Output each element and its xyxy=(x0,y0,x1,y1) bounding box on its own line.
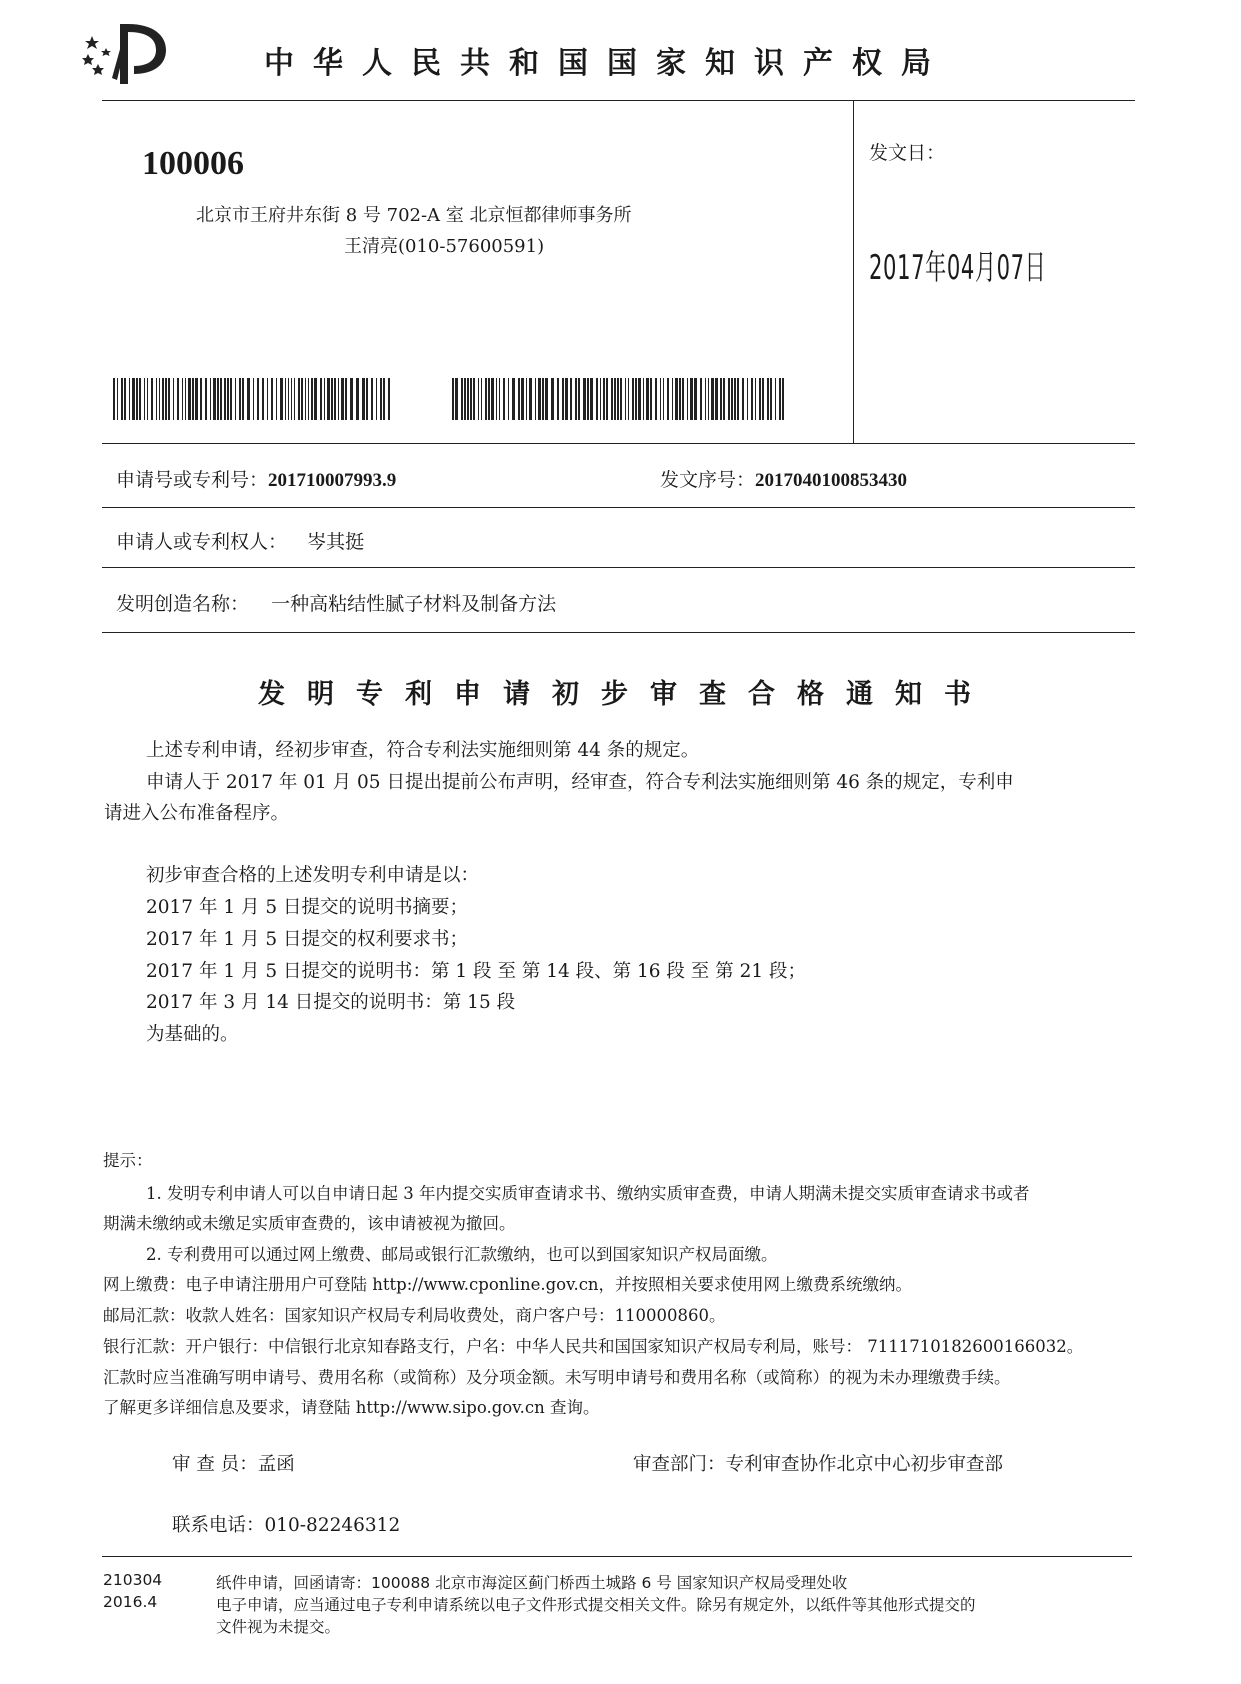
barcode-bar xyxy=(113,378,115,420)
barcode-bar xyxy=(177,378,179,420)
barcode-bar xyxy=(388,378,390,420)
barcode-bar xyxy=(291,378,293,420)
barcode-bar xyxy=(327,378,330,420)
barcode-bar xyxy=(320,378,322,420)
barcode-bar xyxy=(562,378,564,420)
barcode-bar xyxy=(173,378,175,420)
barcode-bar xyxy=(611,378,613,420)
barcode-bar xyxy=(705,378,707,420)
barcode-bar xyxy=(356,378,359,420)
barcode-bar xyxy=(383,378,385,420)
barcode-bar xyxy=(679,378,681,420)
barcode-bar xyxy=(380,378,382,420)
application-number-label: 申请号或专利号： xyxy=(116,469,269,491)
field-rule-2 xyxy=(102,567,1135,568)
recipient-address: 北京市王府井东街 8 号 702-A 室 北京恒都律师事务所 xyxy=(196,205,632,226)
document-serial-value: 2017040100853430 xyxy=(755,470,908,491)
barcode-bar xyxy=(210,378,212,420)
barcode-bar xyxy=(147,378,149,420)
barcode-bar xyxy=(461,378,463,420)
barcode-bar xyxy=(625,378,627,420)
invention-value: 一种高粘结性腻子材料及制备方法 xyxy=(271,593,557,615)
barcode-bar xyxy=(690,378,693,420)
barcode-bar xyxy=(185,378,187,420)
barcode-bar xyxy=(345,378,347,420)
barcode-bar xyxy=(488,378,490,420)
notice-title: 发明专利申请初步审查合格通知书 xyxy=(258,679,993,710)
barcode-bar xyxy=(301,378,303,420)
barcode-bar xyxy=(578,378,580,420)
tip-line: 1. 发明专利申请人可以自申请日起 3 年内提交实质审查请求书、缴纳实质审查费，申请人期满未提交实质审查请求书或者 xyxy=(146,1184,1030,1203)
barcode-bar xyxy=(663,378,665,420)
barcode-bar xyxy=(687,378,689,420)
barcode-bar xyxy=(467,378,469,420)
barcode-bar xyxy=(188,378,191,420)
document-serial-field xyxy=(660,465,907,492)
barcode-bar xyxy=(565,378,568,420)
invention-field xyxy=(116,589,556,616)
footer-electronic-instructions: 电子申请，应当通过电子专利申请系统以电子文件形式提交相关文件。除另有规定外，以纸件等其他形式提交的 xyxy=(216,1596,976,1614)
barcode-bar xyxy=(570,378,572,420)
notice-line: 为基础的。 xyxy=(146,1024,239,1045)
barcode-left xyxy=(113,378,394,420)
barcode-bar xyxy=(247,378,250,420)
barcode-bar xyxy=(253,378,255,420)
barcode-bar xyxy=(526,378,528,420)
address-block-rule xyxy=(102,443,1135,444)
barcode-bar xyxy=(257,378,259,420)
barcode-bar xyxy=(587,378,589,420)
barcode-bar xyxy=(596,378,598,420)
notice-line: 2017 年 1 月 5 日提交的说明书摘要； xyxy=(146,897,469,918)
barcode-bar xyxy=(144,378,146,420)
barcode-bar xyxy=(280,378,283,420)
barcode-bar xyxy=(239,378,241,420)
barcode-bar xyxy=(655,378,657,420)
barcode-bar xyxy=(331,378,333,420)
tip-line: 网上缴费：电子申请注册用户可登陆 http://www.cponline.gov.cn，并按照相关要求使用网上缴费系统缴纳。 xyxy=(103,1275,913,1294)
barcode-bar xyxy=(606,378,608,420)
barcode-bar xyxy=(737,378,739,420)
barcode-bar xyxy=(366,378,368,420)
tip-line: 汇款时应当准确写明申请号、费用名称（或简称）及分项金额。未写明申请号和费用名称（或简称）的视为未办理缴费手续。 xyxy=(103,1368,1011,1387)
barcode-bar xyxy=(227,378,229,420)
barcode-bar xyxy=(298,378,300,420)
barcode-bar xyxy=(470,378,472,420)
barcode-bar xyxy=(341,378,344,420)
barcode-bar xyxy=(499,378,501,420)
barcode-bar xyxy=(518,378,520,420)
send-date-label: 发文日： xyxy=(869,142,946,164)
barcode-bar xyxy=(603,378,605,420)
barcode-bar xyxy=(782,378,784,420)
barcode-bar xyxy=(512,378,515,420)
notice-line: 请进入公布准备程序。 xyxy=(104,803,290,824)
examining-department: 审查部门：专利审查协作北京中心初步审查部 xyxy=(633,1454,1004,1475)
notice-line: 2017 年 1 月 5 日提交的权利要求书； xyxy=(146,929,469,950)
applicant-label: 申请人或专利权人： xyxy=(116,531,288,553)
barcode-bar xyxy=(638,378,641,420)
barcode-bar xyxy=(224,378,226,420)
barcode-bar xyxy=(285,378,287,420)
barcode-bar xyxy=(551,378,554,420)
barcode-bar xyxy=(529,378,532,420)
barcode-bar xyxy=(614,378,616,420)
field-rule-3 xyxy=(102,632,1135,633)
barcode-bar xyxy=(632,378,634,420)
header-rule xyxy=(102,100,1135,101)
barcode-bar xyxy=(667,378,669,420)
barcode-bar xyxy=(485,378,487,420)
barcode-bar xyxy=(220,378,222,420)
barcode-bar xyxy=(288,378,290,420)
footer-rule xyxy=(102,1556,1132,1557)
barcode-bar xyxy=(338,378,340,420)
applicant-value: 岑其挺 xyxy=(307,531,365,553)
notice-line: 申请人于 2017 年 01 月 05 日提出提前公布声明，经审查，符合专利法实施细则第 46 条的规定，专利申 xyxy=(146,772,1014,793)
barcode-bar xyxy=(675,378,678,420)
barcode-bar xyxy=(557,378,559,420)
barcode-bar xyxy=(694,378,697,420)
application-number-field xyxy=(116,465,396,492)
footer-mail-instructions: 纸件申请，回函请寄：100088 北京市海淀区蓟门桥西土城路 6 号 国家知识产权局受理处收 xyxy=(216,1574,848,1592)
barcode-bar xyxy=(334,378,336,420)
barcode-bar xyxy=(271,378,273,420)
barcode-bar xyxy=(708,378,710,420)
barcode-right xyxy=(452,378,787,420)
notice-line: 2017 年 1 月 5 日提交的说明书：第 1 段 至 第 14 段、第 16 段 至 第 21 段； xyxy=(146,961,806,982)
barcode-bar xyxy=(715,378,718,420)
barcode-bar xyxy=(728,378,730,420)
barcode-bar xyxy=(350,378,353,420)
barcode-bar xyxy=(538,378,541,420)
send-date-stamp: 2017年04月07日 xyxy=(869,248,1047,288)
postcode: 100006 xyxy=(142,145,244,182)
barcode-bar xyxy=(682,378,684,420)
barcode-bar xyxy=(452,378,454,420)
barcode-bar xyxy=(767,378,769,420)
barcode-bar xyxy=(262,378,264,420)
barcode-bar xyxy=(311,378,313,420)
barcode-bar xyxy=(136,378,138,420)
barcode-bar xyxy=(491,378,494,420)
address-block-divider xyxy=(853,100,854,443)
barcode-bar xyxy=(371,378,373,420)
barcode-bar xyxy=(759,378,761,420)
tip-line: 邮局汇款：收款人姓名：国家知识产权局专利局收费处，商户客户号：110000860。 xyxy=(103,1306,726,1325)
barcode-bar xyxy=(620,378,622,420)
barcode-bar xyxy=(731,378,733,420)
barcode-bar xyxy=(747,378,749,420)
barcode-bar xyxy=(376,378,378,420)
barcode-bar xyxy=(200,378,202,420)
barcode-bar xyxy=(542,378,544,420)
barcode-bar xyxy=(294,378,296,420)
tip-line: 2. 专利费用可以通过网上缴费、邮局或银行汇款缴纳，也可以到国家知识产权局面缴。 xyxy=(146,1245,778,1264)
barcode-bar xyxy=(723,378,725,420)
sipo-logo-icon xyxy=(82,18,174,88)
footer-electronic-instructions-cont: 文件视为未提交。 xyxy=(216,1618,341,1636)
barcode-bar xyxy=(779,378,781,420)
barcode-bar xyxy=(503,378,505,420)
notice-line: 2017 年 3 月 14 日提交的说明书：第 15 段 xyxy=(146,992,516,1013)
barcode-bar xyxy=(755,378,757,420)
barcode-bar xyxy=(314,378,317,420)
barcode-bar xyxy=(600,378,602,420)
barcode-bar xyxy=(617,378,619,420)
tip-line: 银行汇款：开户银行：中信银行北京知春路支行，户名：中华人民共和国国家知识产权局专利局，账号： 7111710182600166032。 xyxy=(103,1337,1084,1356)
barcode-bar xyxy=(711,378,714,420)
document-serial-label: 发文序号： xyxy=(660,469,756,491)
barcode-bar xyxy=(182,378,184,420)
barcode-bar xyxy=(276,378,278,420)
barcode-bar xyxy=(235,378,237,420)
barcode-bar xyxy=(464,378,466,420)
barcode-bar xyxy=(192,378,194,420)
barcode-bar xyxy=(124,378,126,420)
application-number-value: 201710007993.9 xyxy=(268,470,397,491)
barcode-bar xyxy=(473,378,475,420)
form-version: 2016.4 xyxy=(103,1593,158,1611)
barcode-bar xyxy=(168,378,170,420)
barcode-bar xyxy=(159,378,161,420)
barcode-bar xyxy=(660,378,662,420)
agency-name: 中华人民共和国国家知识产权局 xyxy=(264,46,950,81)
recipient-contact: 王清亮(010-57600591) xyxy=(344,236,545,257)
field-rule-1 xyxy=(102,507,1135,508)
barcode-bar xyxy=(481,378,483,420)
barcode-bar xyxy=(650,378,652,420)
barcode-bar xyxy=(242,378,244,420)
barcode-bar xyxy=(121,378,123,420)
barcode-bar xyxy=(590,378,593,420)
barcode-bar xyxy=(195,378,198,420)
barcode-bar xyxy=(535,378,537,420)
barcode-bar xyxy=(628,378,630,420)
barcode-bar xyxy=(751,378,753,420)
barcode-bar xyxy=(508,378,510,420)
barcode-bar xyxy=(139,378,141,420)
barcode-bar xyxy=(217,378,219,420)
barcode-bar xyxy=(165,378,167,420)
barcode-bar xyxy=(267,378,269,420)
barcode-bar xyxy=(742,378,744,420)
barcode-bar xyxy=(521,378,524,420)
contact-phone: 联系电话：010-82246312 xyxy=(172,1515,401,1536)
barcode-bar xyxy=(205,378,207,420)
barcode-bar xyxy=(324,378,326,420)
tip-line: 期满未缴纳或未缴足实质审查费的，该申请被视为撤回。 xyxy=(103,1214,516,1233)
barcode-bar xyxy=(151,378,153,420)
barcode-bar xyxy=(308,378,310,420)
barcode-bar xyxy=(362,378,365,420)
barcode-bar xyxy=(672,378,674,420)
barcode-bar xyxy=(305,378,307,420)
barcode-bar xyxy=(646,378,649,420)
barcode-bar xyxy=(770,378,772,420)
barcode-bar xyxy=(635,378,637,420)
barcode-bar xyxy=(478,378,480,420)
barcode-bar xyxy=(455,378,458,420)
barcode-bar xyxy=(734,378,736,420)
form-code: 210304 xyxy=(103,1571,163,1589)
barcode-bar xyxy=(162,378,164,420)
barcode-bar xyxy=(117,378,119,420)
barcode-bar xyxy=(129,378,131,420)
barcode-bar xyxy=(230,378,232,420)
barcode-bar xyxy=(496,378,498,420)
barcode-bar xyxy=(700,378,702,420)
barcode-bar xyxy=(545,378,548,420)
barcode-bar xyxy=(643,378,645,420)
invention-label: 发明创造名称： xyxy=(116,593,250,615)
barcode-bar xyxy=(775,378,777,420)
applicant-field xyxy=(116,527,364,554)
notice-line: 初步审查合格的上述发明专利申请是以： xyxy=(146,865,480,886)
barcode-bar xyxy=(575,378,577,420)
tip-line: 了解更多详细信息及要求，请登陆 http://www.sipo.gov.cn 查询。 xyxy=(103,1398,600,1417)
barcode-bar xyxy=(583,378,586,420)
barcode-bar xyxy=(720,378,722,420)
barcode-bar xyxy=(132,378,135,420)
barcode-bar xyxy=(156,378,158,420)
examiner: 审 查 员：孟函 xyxy=(172,1454,295,1475)
tips-heading: 提示： xyxy=(103,1151,153,1170)
notice-line: 上述专利申请，经初步审查，符合专利法实施细则第 44 条的规定。 xyxy=(146,740,700,761)
barcode-bar xyxy=(762,378,764,420)
barcode-bar xyxy=(213,378,216,420)
